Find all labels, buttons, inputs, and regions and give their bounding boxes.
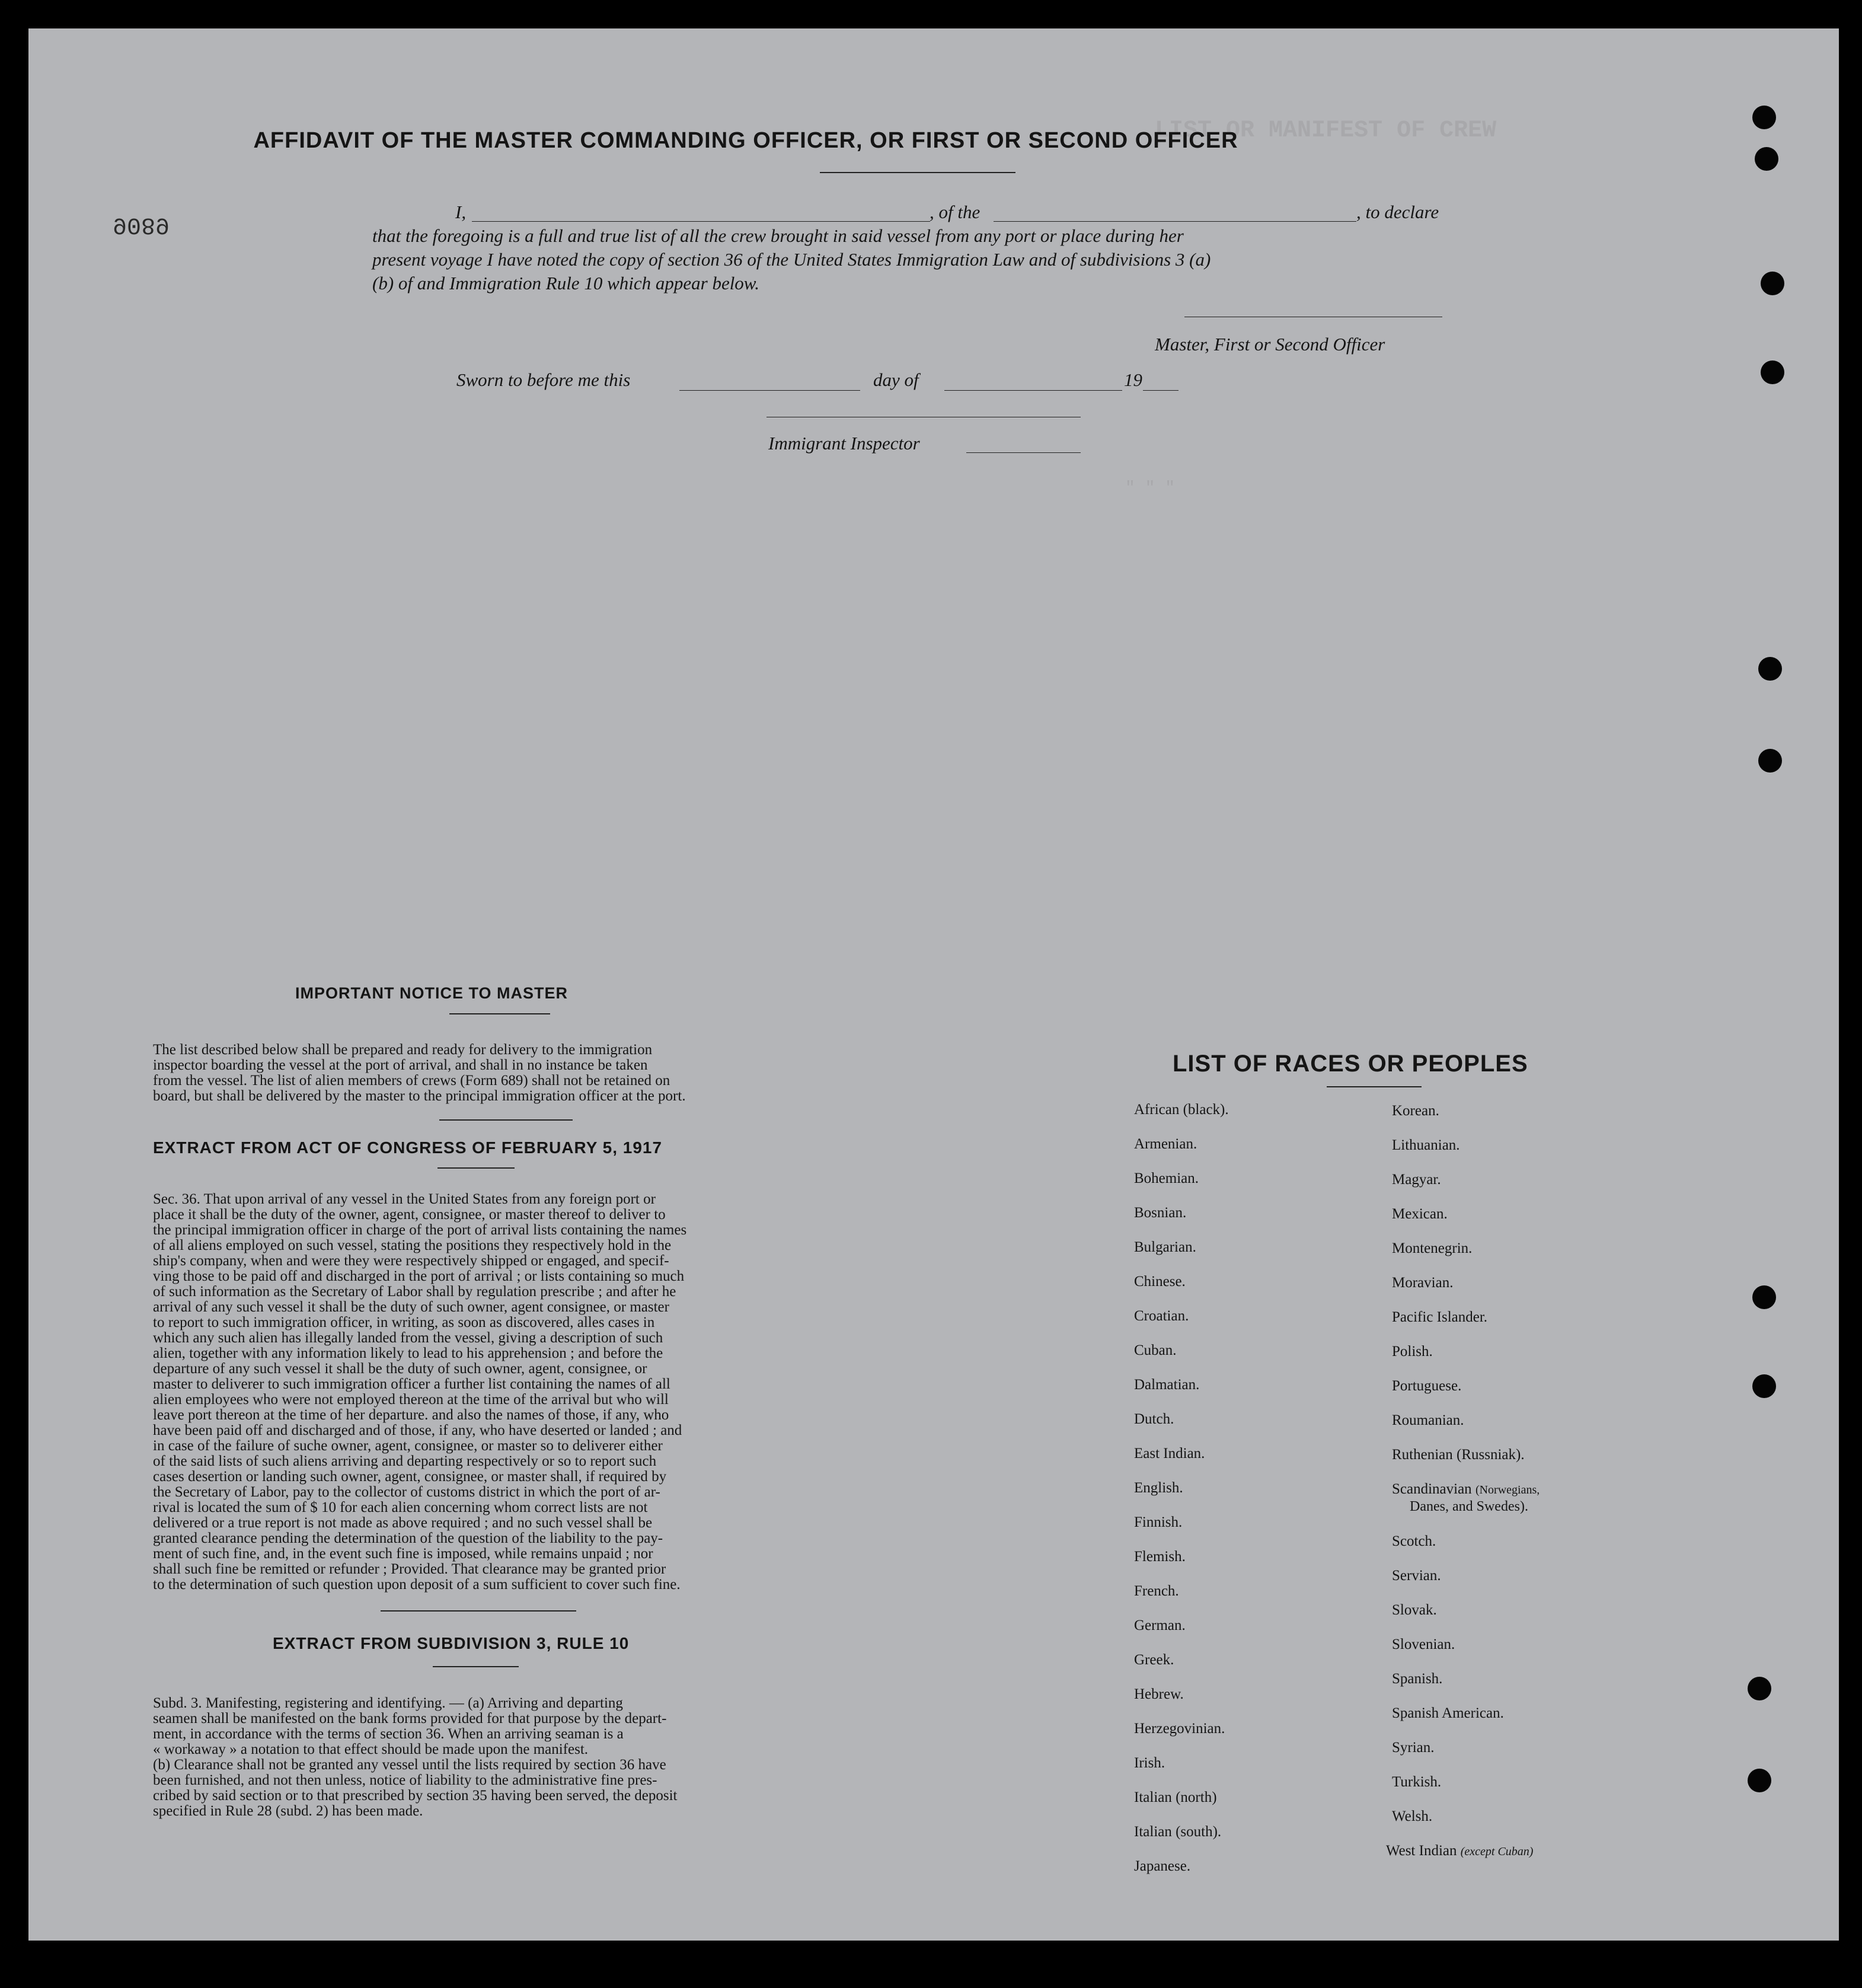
act-line: delivered or a true report is not made as above required ; and no such vessel shall be [153, 1515, 653, 1531]
race-item: Bosnian. [1134, 1205, 1187, 1221]
act-line: the principal immigration officer in charge of the port of arrival lists containing the names [153, 1222, 687, 1238]
notice-line: The list described below shall be prepared and ready for delivery to the immigration [153, 1042, 653, 1058]
act-line: master to deliverer to such immigration officer a further list containing the names of all [153, 1376, 670, 1392]
act-line: in case of the failure of suche owner, agent, consignee, or master so to deliverer either [153, 1438, 663, 1454]
notice-line: inspector boarding the vessel at the port of arrival, and shall in no instance be taken [153, 1057, 648, 1073]
race-item: Servian. [1392, 1568, 1441, 1584]
act-line: to report to such immigration officer, in writing, as soon as discovered, alles cases in [153, 1314, 655, 1330]
act-line: Sec. 36. That upon arrival of any vessel in the United States from any foreign port or [153, 1191, 656, 1207]
race-item: Korean. [1392, 1103, 1439, 1119]
race-item: Welsh. [1392, 1808, 1433, 1824]
race-item: Lithuanian. [1392, 1137, 1460, 1153]
act-line: granted clearance pending the determination of the question of the liability to the pay- [153, 1530, 663, 1546]
race-item: French. [1134, 1583, 1179, 1599]
race-item: Moravian. [1392, 1275, 1454, 1291]
race-item: Spanish American. [1392, 1705, 1504, 1721]
bleed-through-heading: LIST OR MANIFEST OF CREW [1155, 117, 1497, 144]
punch-hole [1748, 1677, 1771, 1700]
vessel-line [994, 221, 1356, 222]
rule-line: ment, in accordance with the terms of section 36. When an arriving seaman is a [153, 1726, 624, 1742]
race-item: African (black). [1134, 1102, 1229, 1118]
race-item: Pacific Islander. [1392, 1309, 1488, 1325]
race-item-note: (Norwegians, [1475, 1483, 1540, 1496]
notice-line: from the vessel. The list of alien members of crews (Form 689) shall not be retained on [153, 1073, 670, 1089]
act-line: shall such fine be remitted or refunder ; Provided. That clearance may be granted prior [153, 1561, 666, 1577]
race-item: Chinese. [1134, 1274, 1186, 1290]
race-item: Italian (south). [1134, 1824, 1222, 1840]
race-item: Roumanian. [1392, 1412, 1464, 1428]
punch-hole [1761, 272, 1784, 295]
affidavit-i-label: I, [455, 202, 467, 222]
affidavit-title: AFFIDAVIT OF THE MASTER COMMANDING OFFICER, OR FIRST OR SECOND OFFICER [253, 128, 1238, 153]
year-line [1143, 390, 1178, 391]
race-item-west-indian [1386, 1843, 1533, 1859]
rule-line: been furnished, and not then unless, notice of liability to the administrative fine pres- [153, 1772, 657, 1788]
rule-extract-underline [433, 1666, 519, 1667]
race-item: Croatian. [1134, 1308, 1189, 1324]
act-extract-underline [437, 1167, 515, 1169]
race-item: East Indian. [1134, 1445, 1205, 1462]
punch-hole [1752, 106, 1776, 129]
race-item-scandinavian [1392, 1481, 1540, 1498]
act-separator [381, 1610, 576, 1612]
act-line: ving those to be paid off and discharged in the port of arrival ; or lists containing so much [153, 1268, 685, 1284]
act-line: the Secretary of Labor, pay to the collector of customs district in which the port of ar- [153, 1484, 660, 1500]
act-line: leave port thereon at the time of her departure. and also the names of those, if any, who [153, 1407, 669, 1423]
act-line: alien employees who were not employed thereon at the time of the arrival but who will [153, 1392, 669, 1408]
act-line: which any such alien has illegally landed from the vessel, giving a description of such [153, 1330, 663, 1346]
race-item: Armenian. [1134, 1136, 1197, 1152]
race-item: Montenegrin. [1392, 1240, 1473, 1256]
notice-underline [449, 1013, 550, 1014]
race-item: Hebrew. [1134, 1686, 1184, 1702]
race-item: Turkish. [1392, 1774, 1442, 1790]
race-item: Dutch. [1134, 1411, 1174, 1427]
document-page [28, 28, 1839, 1941]
race-item: Slovak. [1392, 1602, 1437, 1618]
race-item: Bulgarian. [1134, 1239, 1196, 1255]
affidavit-line-3: present voyage I have noted the copy of section 36 of the United States Immigration Law and of subdivisions 3 (a) [372, 249, 1211, 270]
act-line: alien, together with any information likely to lead to his apprehension ; and before the [153, 1345, 663, 1361]
act-line: rival is located the sum of $ 10 for each alien concerning whom correct lists are not [153, 1499, 648, 1515]
sworn-day-line [679, 390, 860, 391]
rule-line: seamen shall be manifested on the bank forms provided for that purpose by the depart- [153, 1711, 667, 1727]
act-line: ship's company, when and were they were respectively shipped or engaged, and specif- [153, 1253, 669, 1269]
race-item: Syrian. [1392, 1740, 1435, 1756]
punch-hole [1758, 657, 1782, 681]
rule-line: specified in Rule 28 (subd. 2) has been made. [153, 1803, 423, 1819]
race-item: Portuguese. [1392, 1378, 1462, 1394]
race-item: Ruthenian (Russniak). [1392, 1447, 1525, 1463]
race-item: Flemish. [1134, 1549, 1186, 1565]
inspector-label: Immigrant Inspector [768, 433, 920, 454]
race-item: Mexican. [1392, 1206, 1448, 1222]
race-item: Spanish. [1392, 1671, 1443, 1687]
race-item: German. [1134, 1617, 1186, 1633]
punch-hole [1755, 147, 1778, 171]
signature-label: Master, First or Second Officer [1155, 334, 1385, 355]
race-item: Polish. [1392, 1344, 1433, 1360]
notice-line: board, but shall be delivered by the master to the principal immigration officer at the port. [153, 1088, 686, 1104]
races-underline [1327, 1086, 1422, 1087]
punch-hole [1758, 749, 1782, 773]
punch-hole [1761, 360, 1784, 384]
punch-hole [1752, 1374, 1776, 1398]
title-underline [820, 172, 1015, 173]
act-line: cases desertion or landing such owner, agent, consignee, or master shall, if required by [153, 1469, 667, 1485]
race-item: Bohemian. [1134, 1170, 1199, 1186]
act-line: place it shall be the duty of the owner, agent, consignee, or master thereof to deliver to [153, 1207, 666, 1223]
notice-title: IMPORTANT NOTICE TO MASTER [295, 984, 568, 1002]
race-item: Scotch. [1392, 1533, 1436, 1549]
race-item: Japanese. [1134, 1858, 1191, 1874]
race-item: Slovenian. [1392, 1636, 1455, 1652]
rule-line: « workaway » a notation to that effect should be made upon the manifest. [153, 1741, 589, 1757]
year-label: 19 [1124, 369, 1142, 390]
race-item: Herzegovinian. [1134, 1721, 1225, 1737]
notice-separator [439, 1119, 573, 1121]
races-title: LIST OF RACES OR PEOPLES [1173, 1051, 1528, 1077]
race-item: English. [1134, 1480, 1183, 1496]
act-line: arrival of any such vessel it shall be the duty of such owner, agent consignee, or master [153, 1299, 669, 1315]
race-item-note: (except Cuban) [1460, 1845, 1534, 1858]
act-line: of all aliens employed on such vessel, stating the positions they respectively hold in the [153, 1237, 672, 1253]
act-line: ment of such fine, and, in the event such fine is imposed, while remains unpaid ; nor [153, 1546, 653, 1562]
affidavit-to-declare-label: , to declare [1356, 202, 1439, 222]
affidavit-line-4: (b) of and Immigration Rule 10 which appear below. [372, 273, 759, 293]
race-item: Finnish. [1134, 1514, 1183, 1530]
act-extract-title: EXTRACT FROM ACT OF CONGRESS OF FEBRUARY 5, 1917 [153, 1138, 663, 1157]
day-of-label: day of [873, 369, 919, 390]
race-item: Cuban. [1134, 1342, 1177, 1358]
race-item: Greek. [1134, 1652, 1174, 1668]
rule-line: Subd. 3. Manifesting, registering and identifying. — (a) Arriving and departing [153, 1695, 623, 1711]
act-line: of such information as the Secretary of Labor shall by regulation prescribe ; and after he [153, 1284, 676, 1300]
race-item: Magyar. [1392, 1172, 1441, 1188]
act-line: of the said lists of such aliens arriving and departing respectively or so to report such [153, 1453, 657, 1469]
affidavit-line-2: that the foregoing is a full and true list of all the crew brought in said vessel from any port or place during her [372, 225, 1184, 246]
race-item: Italian (north) [1134, 1789, 1217, 1805]
race-item: Irish. [1134, 1755, 1165, 1771]
month-line [944, 390, 1122, 391]
race-item-note-line: Danes, and Swedes). [1410, 1499, 1528, 1514]
act-line: have been paid off and discharged and of those, if any, who have deserted or landed ; and [153, 1422, 682, 1438]
bleed-through-text: " " " [1125, 479, 1176, 497]
rule-line: cribed by said section or to that prescribed by section 35 having been served, the deposit [153, 1788, 678, 1804]
rule-extract-title: EXTRACT FROM SUBDIVISION 3, RULE 10 [273, 1634, 630, 1652]
race-item-label: Scandinavian [1392, 1481, 1472, 1497]
act-line: to the determination of such question upon deposit of a sum sufficient to cover such fine. [153, 1577, 681, 1593]
rule-line: (b) Clearance shall not be granted any vessel until the lists required by section 36 have [153, 1757, 666, 1773]
sworn-label: Sworn to before me this [456, 369, 631, 390]
race-item-label: West Indian [1386, 1843, 1457, 1859]
affidavit-of-the-label: , of the [930, 202, 980, 222]
punch-hole [1752, 1285, 1776, 1309]
inspector-tail-line [966, 452, 1081, 453]
punch-hole [1748, 1769, 1771, 1792]
race-item: Dalmatian. [1134, 1377, 1200, 1393]
name-line [472, 221, 930, 222]
act-line: departure of any such vessel it shall be the duty of such owner, agent, consignee, or [153, 1361, 647, 1377]
stamp-number: 9089 [113, 211, 170, 238]
